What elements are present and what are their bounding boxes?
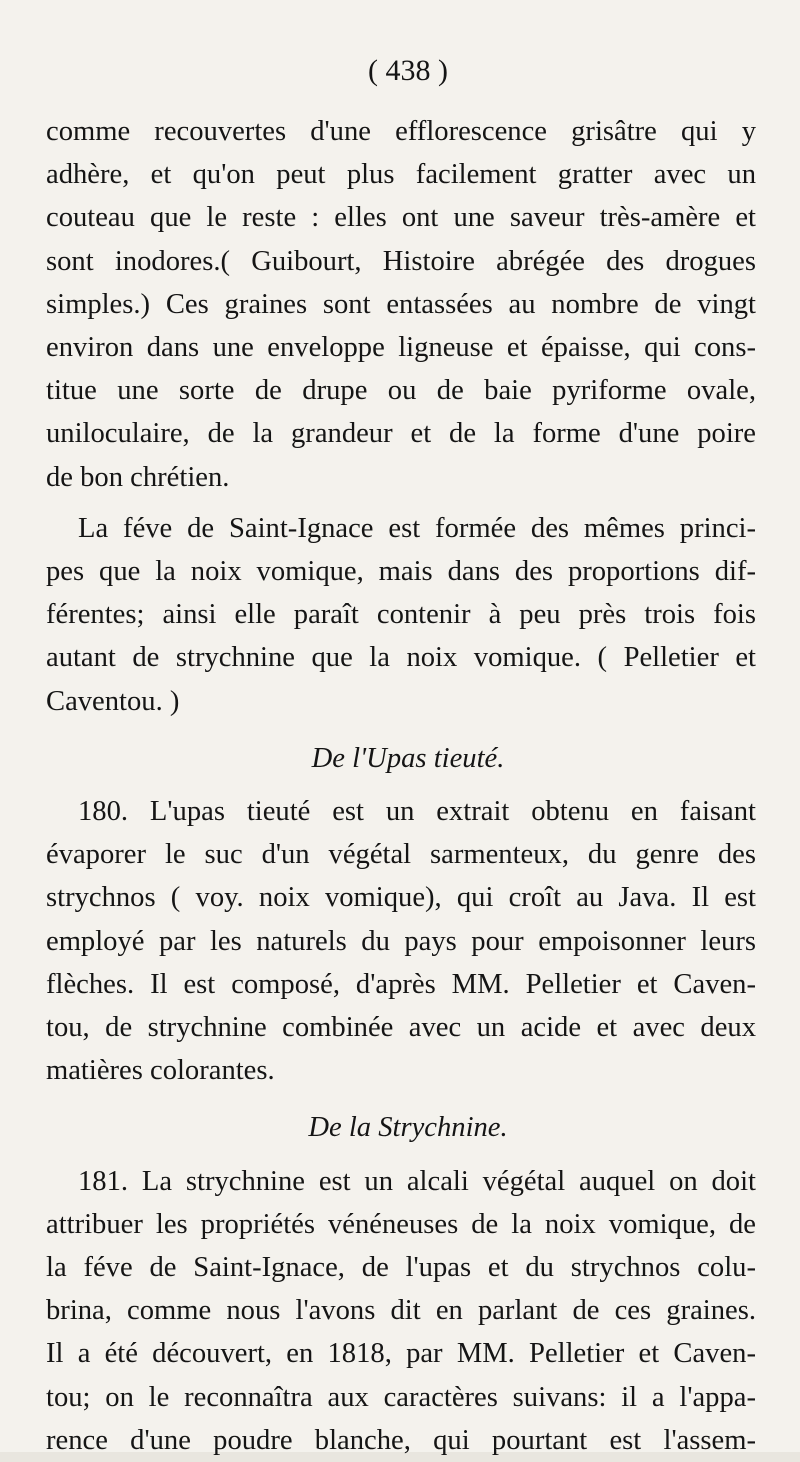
- text-line: férentes; ainsi elle paraît contenir à peu près trois fois: [46, 599, 756, 631]
- text-line: La féve de Saint-Ignace est formée des mêmes princi-: [78, 512, 756, 544]
- text-line: environ dans une enveloppe ligneuse et épaisse, qui cons-: [46, 332, 756, 364]
- text-line: uniloculaire, de la grandeur et de la forme d'une poire: [46, 418, 756, 450]
- text-line: couteau que le reste : elles ont une saveur très-amère et: [46, 202, 756, 234]
- text-line: simples.) Ces graines sont entassées au nombre de vingt: [46, 288, 756, 320]
- text-line: Caventou. ): [46, 685, 180, 717]
- text-line: strychnos ( voy. noix vomique), qui croît au Java. Il est: [46, 882, 756, 914]
- text-line: pes que la noix vomique, mais dans des proportions dif-: [46, 556, 756, 588]
- page-number: ( 438 ): [368, 54, 448, 87]
- text-line: comme recouvertes d'une efflorescence grisâtre qui y: [46, 116, 756, 147]
- paragraph-upas-tieute: [46, 790, 756, 1092]
- text-line: tou; on le reconnaîtra aux caractères suivans: il a l'appa-: [46, 1381, 756, 1413]
- section-heading-upas: De l'Upas tieuté.: [311, 742, 505, 774]
- text-line: autant de strychnine que la noix vomique. ( Pelletier et: [46, 642, 756, 674]
- text-line: matières colorantes.: [46, 1055, 275, 1087]
- paragraph-strychnine: [46, 1160, 756, 1462]
- text-line: la féve de Saint-Ignace, de l'upas et du strychnos colu-: [46, 1252, 756, 1284]
- text-line: tou, de strychnine combinée avec un acide et avec deux: [46, 1012, 756, 1044]
- text-line: titue une sorte de drupe ou de baie pyriforme ovale,: [46, 375, 756, 407]
- text-line: adhère, et qu'on peut plus facilement gratter avec un: [46, 159, 756, 191]
- text-line: rence d'une poudre blanche, qui pourtant est l'assem-: [46, 1424, 756, 1456]
- text-line: flèches. Il est composé, d'après MM. Pelletier et Caven-: [46, 968, 756, 1000]
- text-line: Il a été découvert, en 1818, par MM. Pelletier et Caven-: [46, 1338, 756, 1370]
- section-heading-strychnine: De la Strychnine.: [308, 1112, 508, 1144]
- text-line: 181. La strychnine est un alcali végétal auquel on doit: [78, 1165, 756, 1197]
- text-line: évaporer le suc d'un végétal sarmenteux, du genre des: [46, 839, 756, 871]
- text-line: 180. L'upas tieuté est un extrait obtenu en faisant: [78, 796, 756, 828]
- text-line: sont inodores.( Guibourt, Histoire abrégée des drogues: [46, 245, 756, 277]
- text-line: employé par les naturels du pays pour empoisonner leurs: [46, 925, 756, 957]
- text-line: de bon chrétien.: [46, 461, 230, 493]
- paragraph-graines: [46, 110, 756, 499]
- text-line: attribuer les propriétés vénéneuses de la noix vomique, de: [46, 1208, 756, 1240]
- text-line: brina, comme nous l'avons dit en parlant de ces graines.: [46, 1295, 756, 1327]
- paragraph-feve-saint-ignace: [46, 507, 756, 723]
